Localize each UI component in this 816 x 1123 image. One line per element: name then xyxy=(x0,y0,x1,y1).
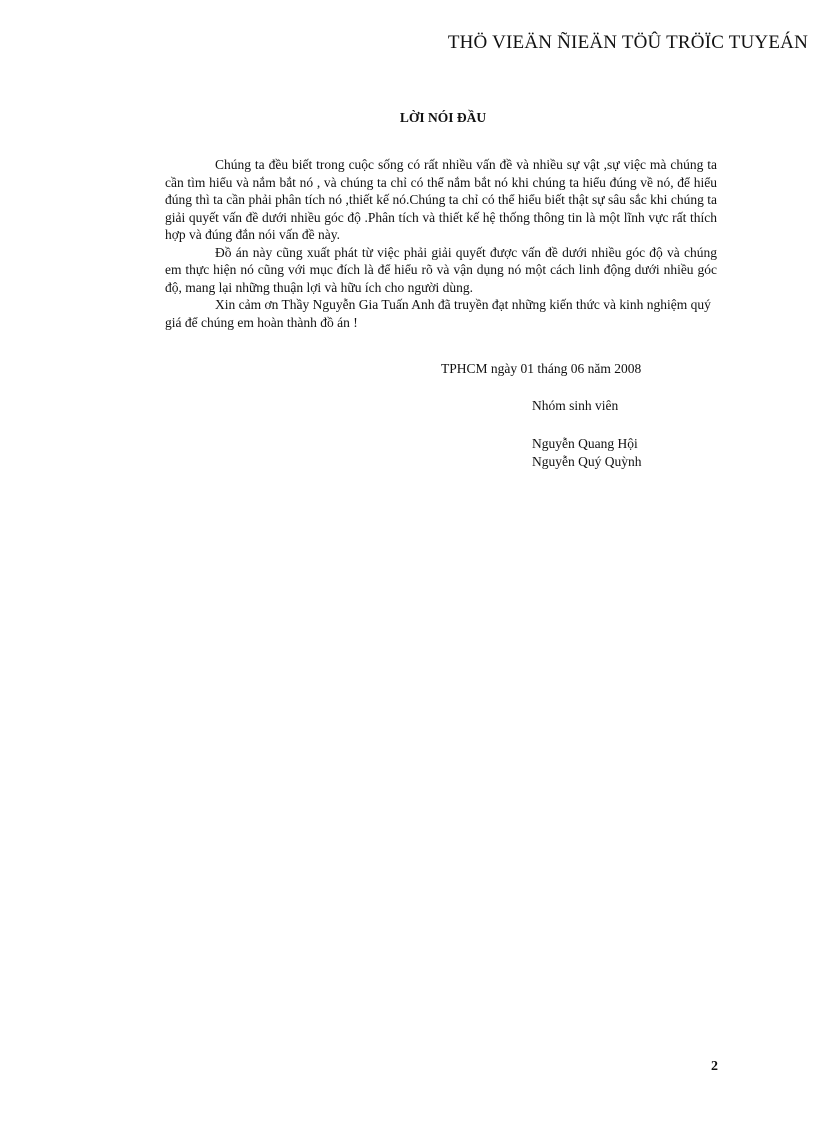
group-label: Nhóm sinh viên xyxy=(532,398,619,413)
document-title: LỜI NÓI ĐẦU xyxy=(399,110,487,125)
member-list xyxy=(532,435,642,471)
paragraph-intro: Chúng ta đều biết trong cuộc sống có rất nhiều vấn đề và nhiều sự vật ,sự việc mà chúng ta cần tìm hiểu và nắm bắt nó , và chúng ta chỉ có thể nắm bắt nó khi chúng ta hiểu đúng về nó, để hiểu đúng thì ta cần phải phân tích nó ,thiết kế nó.Chúng ta chỉ có thể hiểu biết thật sự sâu sắc khi chúng ta giải quyết vấn đề dưới nhiều góc độ .Phân tích và thiết kế hệ thống thông tin là một lĩnh vực rất thích hợp và đúng đắn nói vấn đề này. xyxy=(165,157,717,242)
member-name: Nguyễn Quang Hội xyxy=(532,436,638,451)
member-name: Nguyễn Quý Quỳnh xyxy=(532,454,642,469)
paragraph-thanks: Xin cảm ơn Thầy Nguyễn Gia Tuấn Anh đã truyền đạt những kiến thức và kinh nghiệm quý giá để chúng em hoàn thành đồ án ! xyxy=(165,297,711,330)
page-number: 2 xyxy=(711,1059,718,1074)
body-text xyxy=(165,156,717,331)
paragraph-project: Đồ án này cũng xuất phát từ việc phải giải quyết được vấn đề dưới nhiều góc độ và chúng em thực hiện nó cũng với mục đích là để hiểu rõ và vận dụng nó một cách linh động dưới nhiều góc độ, mang lại những thuận lợi và hữu ích cho người dùng. xyxy=(165,244,717,295)
running-header: THÖ VIEÄN ÑIEÄN TÖÛ TRÖÏC TUYEÁN xyxy=(447,32,808,53)
date-line: TPHCM ngày 01 tháng 06 năm 2008 xyxy=(441,361,642,376)
